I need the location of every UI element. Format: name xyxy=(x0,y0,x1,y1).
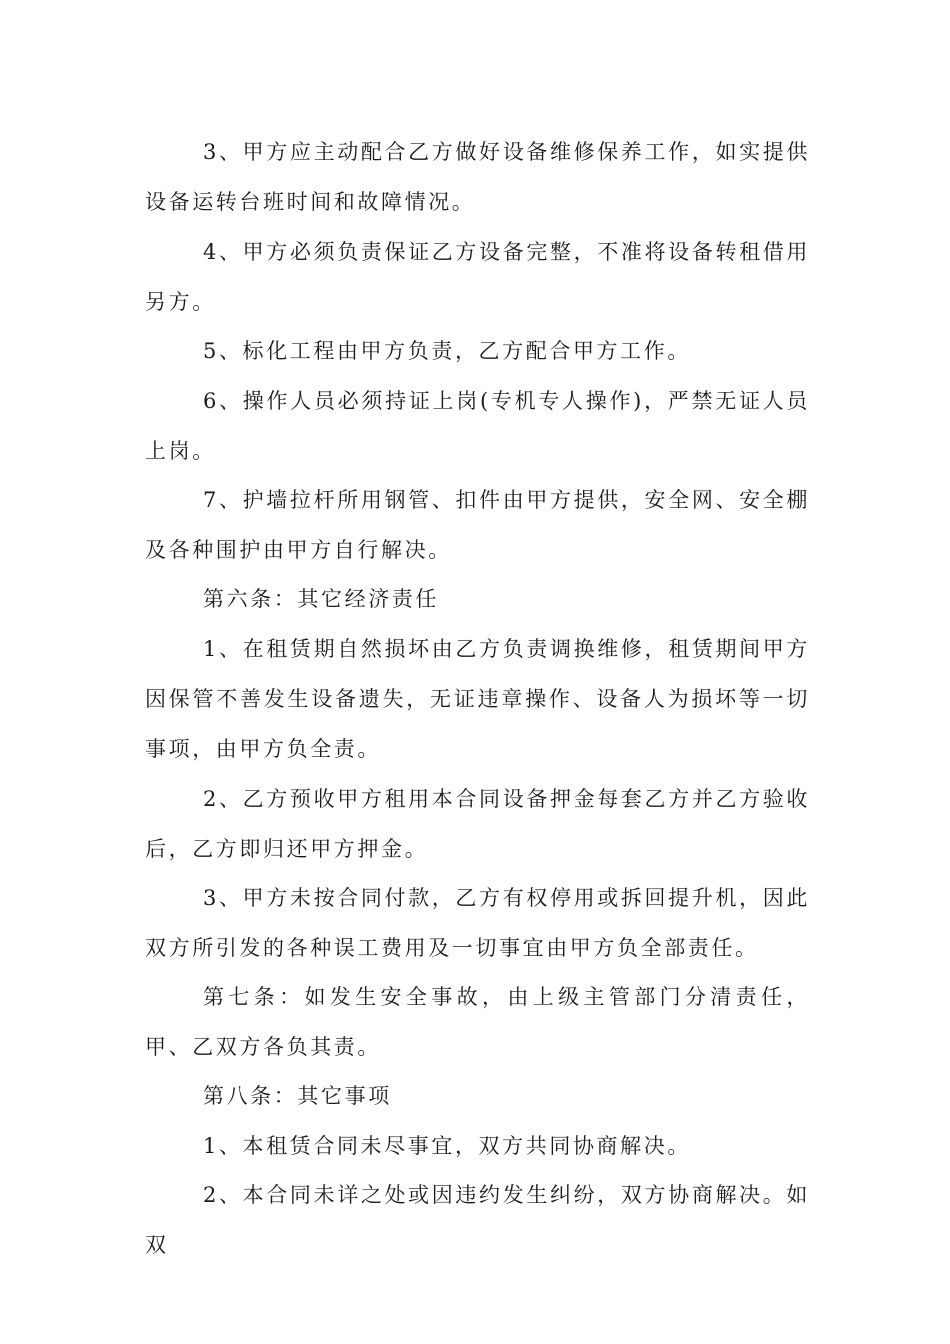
paragraph-clause-8-1: 1、本租赁合同未尽事宜，双方共同协商解决。 xyxy=(203,1134,691,1158)
paragraph-clause-5-6: 6、操作人员必须持证上岗(专机专人操作)，严禁无证人员上岗。 xyxy=(145,389,810,463)
paragraph-clause-6-2: 2、乙方预收甲方租用本合同设备押金每套乙方并乙方验收后，乙方即归还甲方押金。 xyxy=(145,787,810,861)
paragraph-clause-6-1: 1、在租赁期自然损坏由乙方负责调换维修，租赁期间甲方因保管不善发生设备遗失，无证违章操作、设备人为损坏等一切事项，由甲方负全责。 xyxy=(145,637,810,761)
paragraph-clause-8-2: 2、本合同未详之处或因违约发生纠纷，双方协商解决。如双 xyxy=(145,1183,810,1257)
paragraph-clause-5-7: 7、护墙拉杆所用钢管、扣件由甲方提供，安全网、安全棚及各种围护由甲方自行解决。 xyxy=(145,488,810,562)
paragraph-clause-5-3: 3、甲方应主动配合乙方做好设备维修保养工作，如实提供设备运转台班时间和故障情况。 xyxy=(145,140,810,214)
paragraph-clause-6-3: 3、甲方未按合同付款，乙方有权停用或拆回提升机，因此双方所引发的各种误工费用及一切事宜由甲方负全部责任。 xyxy=(145,886,810,960)
paragraph-clause-5-4: 4、甲方必须负责保证乙方设备完整，不准将设备转租借用另方。 xyxy=(145,240,810,314)
section-heading-article-6: 第六条：其它经济责任 xyxy=(203,587,439,611)
section-heading-article-8: 第八条：其它事项 xyxy=(203,1084,392,1108)
paragraph-clause-5-5: 5、标化工程由甲方负责，乙方配合甲方工作。 xyxy=(203,339,691,363)
section-heading-article-7: 第七条：如发生安全事故，由上级主管部门分清责任，甲、乙双方各负其责。 xyxy=(145,985,810,1059)
